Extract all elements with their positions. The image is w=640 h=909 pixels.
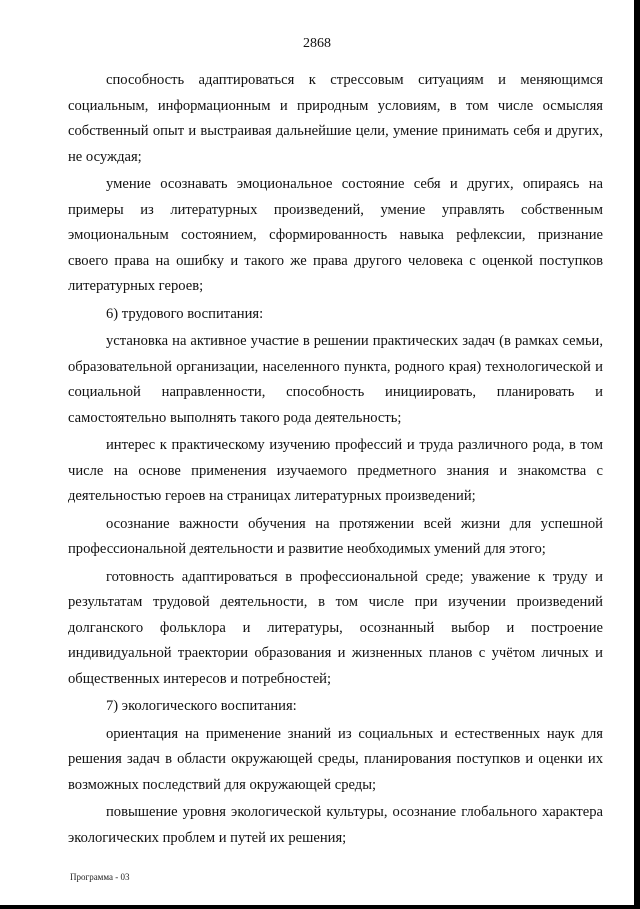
body-text [68,68,603,851]
paragraph: готовность адаптироваться в профессиональной среде; уважение к труду и результатам трудовой деятельности, в том числе при изучении произведений долганского фольклора и литературы, осознанный выбор и построение индивидуальной траектории образования и жизненных планов с учётом личных и общественных интересов и потребностей; [68,568,603,687]
paragraph: повышение уровня экологической культуры, осознание глобального характера экологических проблем и путей их решения; [68,804,603,846]
page-number: 2868 [303,36,331,51]
paragraph: способность адаптироваться к стрессовым ситуациям и меняющимся социальным, информационным и природным условиям, в том числе осмысляя собственный опыт и выстраивая дальнейшие цели, умение принимать себя и других, не осуждая; [68,72,603,165]
paragraph: осознание важности обучения на протяжении всей жизни для успешной профессиональной деятельности и развитие необходимых умений для этого; [68,515,603,557]
section-heading: 6) трудового воспитания: [106,305,264,322]
paragraph: ориентация на применение знаний из социальных и естественных наук для решения задач в области окружающей среды, планирования поступков и оценки их возможных последствий для окружающей среды; [68,725,603,793]
paragraph: умение осознавать эмоциональное состояние себя и других, опираясь на примеры из литературных произведений, умение управлять собственным эмоциональным состоянием, сформированность навыка рефлексии, признание своего права на ошибку и такого же права другого человека с оценкой поступков литературных героев; [68,176,603,294]
paragraph: интерес к практическому изучению профессий и труда различного рода, в том числе на основе применения изучаемого предметного знания и знакомства с деятельностью героев на страницах литературных произведений; [68,437,603,504]
section-heading: 7) экологического воспитания: [106,698,297,714]
footer-label: Программа - 03 [70,872,130,882]
paragraph: установка на активное участие в решении практических задач (в рамках семьи, образовательной организации, населенного пункта, родного края) технологической и социальной направленности, способность инициировать, планировать и самостоятельно выполнять такого рода деятельность; [68,333,603,426]
